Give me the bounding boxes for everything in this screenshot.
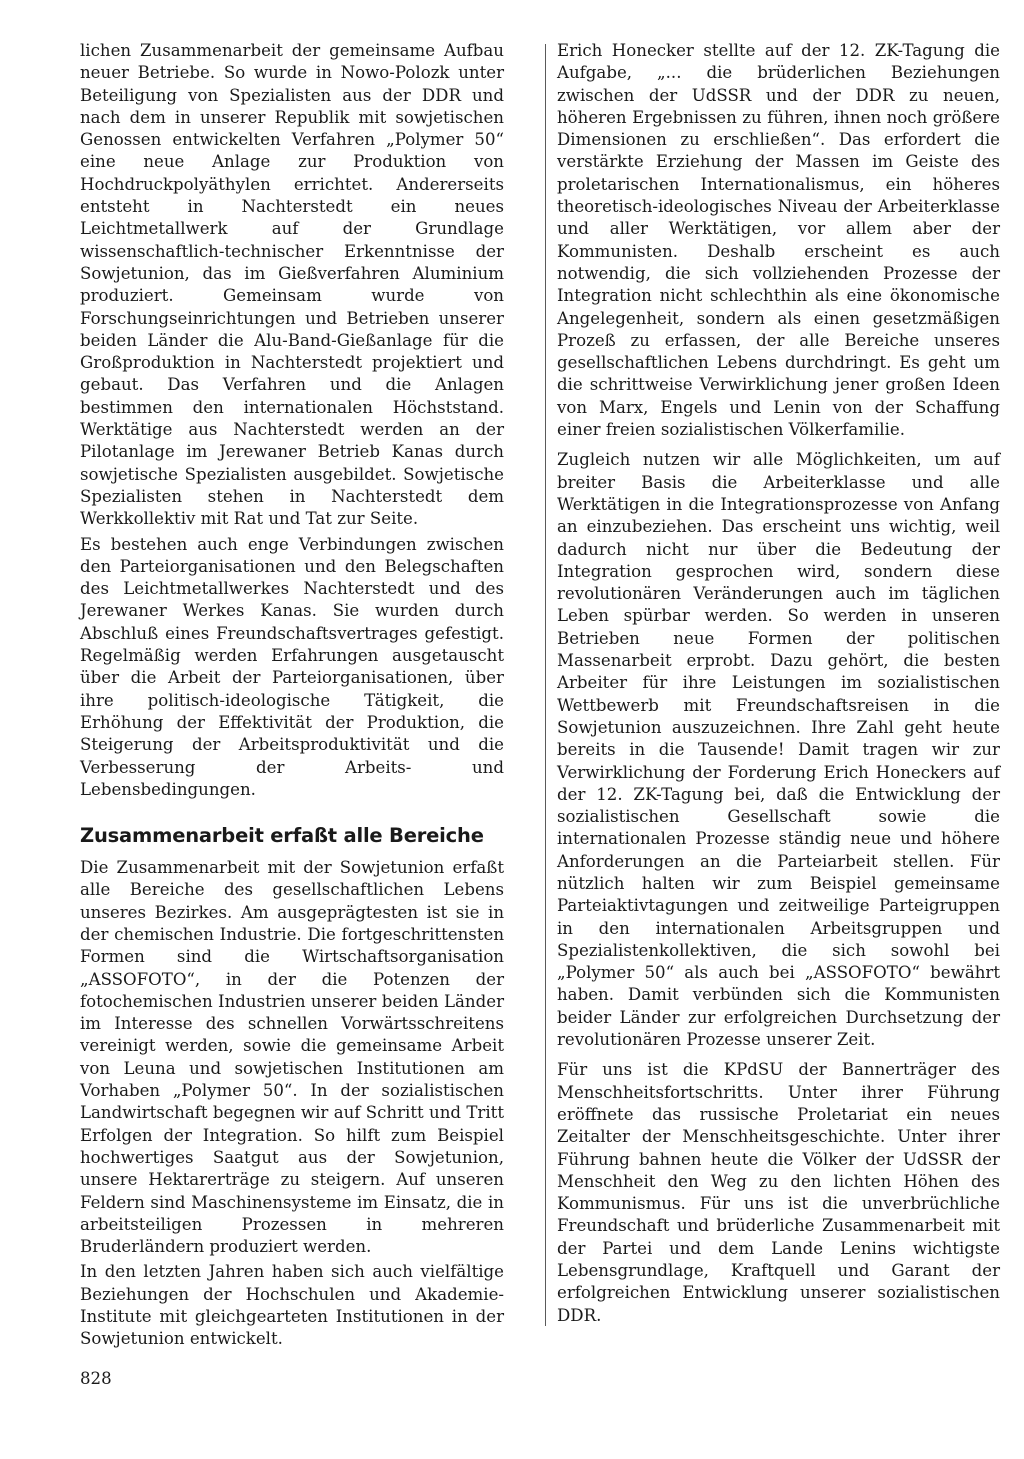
paragraph-right-3: Für uns ist die KPdSU der Bannerträger des Menschheitsfortschritts. Unter ihrer Führung eröffnete das russische Proletariat ein neues Zeitalter der Menschheitsgeschichte. Unter ihrer Führung bahnen heute die Völker der UdSSR der Menschheit den Weg zu den lichten Höhen des Kommunismus. Für uns ist die unverbrüchliche Freundschaft und brüderliche Zusammenarbeit mit der Partei und dem Lande Lenins wichtigste Lebensgrundlage, Kraftquell und Garant der erfolgreichen Entwicklung unserer sozialistischen DDR. [557, 1060, 1000, 1325]
column-divider [545, 44, 546, 1326]
paragraph-left-3: Die Zusammenarbeit mit der Sowjetunion erfaßt alle Bereiche des gesellschaftlichen Lebens unseres Bezirkes. Am ausgeprägtesten ist sie in der chemischen Industrie. Die fortgeschrittensten Formen sind die Wirtschaftsorganisation „ASSOFOTO“, in der die Potenzen der fotochemischen Industrien unserer beiden Länder im Interesse des schnellen Vorwärtsschreitens vereinigt werden, sowie die gemeinsame Arbeit von Leuna und sowjetischen Institutionen am Vorhaben „Polymer 50“. In der sozialistischen Landwirtschaft begegnen wir auf Schritt und Tritt Erfolgen der Integration. So hilft zum Beispiel hochwertiges Saatgut aus der Sowjetunion, unsere Hektarerträge zu steigern. Auf unseren Feldern sind Maschinensysteme im Einsatz, die in arbeitsteiligen Prozessen in mehreren Bruderländern produziert werden. [80, 858, 504, 1257]
page-number: 828 [80, 1369, 112, 1388]
section-heading: Zusammenarbeit erfaßt alle Bereiche [80, 824, 484, 848]
paragraph-left-1: lichen Zusammenarbeit der gemeinsame Aufbau neuer Betriebe. So wurde in Nowo-Polozk unter Beteiligung von Spezialisten aus der DDR und nach dem in unserer Republik mit sowjetischen Genossen entwickelten Verfahren „Polymer 50“ eine neue Anlage zur Produktion von Hochdruckpolyäthylen errichtet. Andererseits entsteht in Nachterstedt ein neues Leichtmetallwerk auf der Grundlage wissenschaftlich-technischer Erkenntnisse der Sowjetunion, das im Gießverfahren Aluminium produziert. Gemeinsam wurde von Forschungseinrichtungen und Betrieben unserer beiden Länder die Alu-Band-Gießanlage für die Großproduktion in Nachterstedt projektiert und gebaut. Das Verfahren und die Anlagen bestimmen den internationalen Höchststand. Werktätige aus Nachterstedt werden an der Pilotanlage im Jerewaner Betrieb Kanas durch sowjetische Spezialisten ausgebildet. Sowjetische Spezialisten stehen in Nachterstedt dem Werkkollektiv mit Rat und Tat zur Seite. [80, 41, 504, 529]
paragraph-left-2: Es bestehen auch enge Verbindungen zwischen den Parteiorganisationen und den Belegschaften des Leichtmetallwerkes Nachterstedt und des Jerewaner Werkes Kanas. Sie wurden durch Abschluß eines Freundschaftsvertrages gefestigt. Regelmäßig werden Erfahrungen ausgetauscht über die Arbeit der Parteiorganisationen, über ihre politisch-ideologische Tätigkeit, die Erhöhung der Effektivität der Produktion, die Steigerung der Arbeitsproduktivität und die Verbesserung der Arbeits- und Lebensbedingungen. [80, 534, 504, 799]
paragraph-right-2: Zugleich nutzen wir alle Möglichkeiten, um auf breiter Basis die Arbeiterklasse und alle Werktätigen in die Integrationsprozesse von Anfang an einzubeziehen. Das erscheint uns wichtig, weil dadurch nicht nur über die Bedeutung der Integration gesprochen wird, sondern diese revolutionären Veränderungen auch im täglichen Leben spürbar werden. So werden in unseren Betrieben neue Formen der politischen Massenarbeit erprobt. Dazu gehört, die besten Arbeiter für ihre Leistungen im sozialistischen Wettbewerb mit Freundschaftsreisen in die Sowjetunion auszuzeichnen. Ihre Zahl geht heute bereits in die Tausende! Damit tragen wir zur Verwirklichung der Forderung Erich Honeckers auf der 12. ZK-Tagung bei, daß die Entwicklung der sozialistischen Gesellschaft sowie die internationalen Prozesse ständig neue und höhere Anforderungen an die Parteiarbeit stellen. Für nützlich halten wir zum Beispiel gemeinsame Parteiaktivtagungen und zeitweilige Parteigruppen in den internationalen Arbeitsgruppen und Spezialistenkollektiven, die sich sowohl bei „Polymer 50“ als auch bei „ASSOFOTO“ bewährt haben. Damit verbünden sich die Kommunisten beider Länder zur erfolgreichen Durchsetzung der revolutionären Prozesse unserer Zeit. [557, 450, 1000, 1050]
paragraph-right-1: Erich Honecker stellte auf der 12. ZK-Tagung die Aufgabe, „... die brüderlichen Beziehungen zwischen der UdSSR und der DDR zu neuen, höheren Ergebnissen zu führen, ihnen noch größere Dimensionen zu erschließen“. Das erfordert die verstärkte Erziehung der Massen im Geiste des proletarischen Internationalismus, ein höheres theoretisch-ideologisches Niveau der Arbeiterklasse und aller Werktätigen, vor allem aber der Kommunisten. Deshalb erscheint es auch notwendig, die sich vollziehenden Prozesse der Integration nicht schlechthin als eine ökonomische Angelegenheit, sondern als einen gesetzmäßigen Prozeß zu erfassen, der alle Bereiche unseres gesellschaftlichen Lebens durchdringt. Es geht um die schrittweise Verwirklichung jener großen Ideen von Marx, Engels und Lenin von der Schaffung einer freien sozialistischen Völkerfamilie. [557, 41, 1000, 440]
paragraph-left-4: In den letzten Jahren haben sich auch vielfältige Beziehungen der Hochschulen und Akademie-Institute mit gleichgearteten Institutionen in der Sowjetunion entwickelt. [80, 1262, 504, 1349]
left-column [80, 40, 504, 1351]
right-column [557, 40, 1000, 1327]
